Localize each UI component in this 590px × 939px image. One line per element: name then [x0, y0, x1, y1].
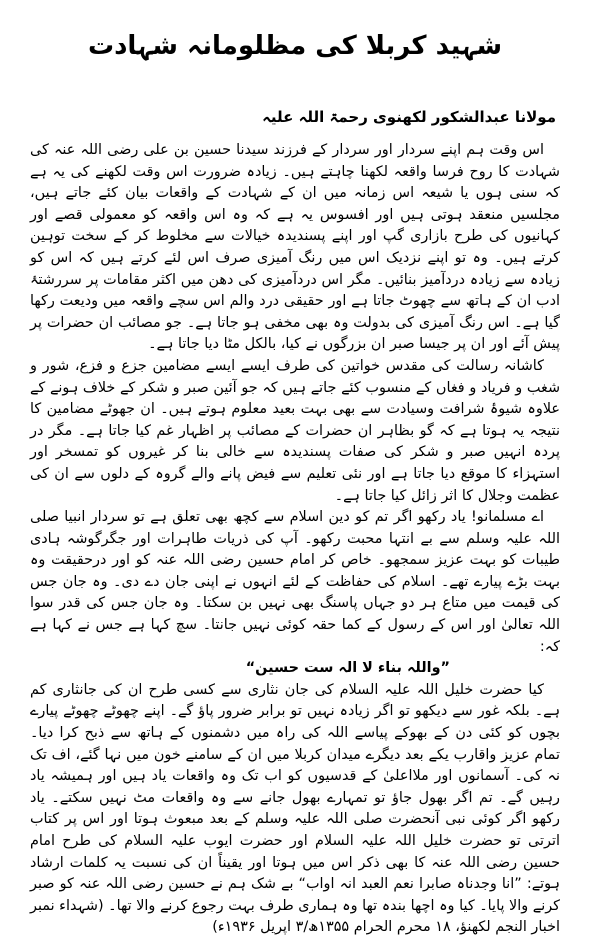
article-title: شہید کربلا کی مظلومانہ شہادت [87, 31, 503, 61]
verse-quote: ”واللہ بناء لا الہ ست حسین“ [245, 660, 450, 677]
paragraph-3: اے مسلمانو! یاد رکھو اگر تم کو دین اسلام سے کچھ بھی تعلق ہے تو سردار انبیا صلی اللہ علیہ وسلم سے بے انتہا محبت رکھو۔ آپ کی ذریات طاہرات اور جگرگوشہ ہادی طیبات کو بہت عزیز سمجھو۔ خاص کر امام حسین رضی اللہ عنہ کو اور درحقیقت وہ بہت بڑے پیارے تھے۔ اسلام کی حفاظت کے لئے انہوں نے اپنی جان دے دی۔ وہ جان جس کی قیمت میں متاع ہر دو جہاں پاسنگ بھی نہیں بن سکتا۔ وہ جان جس کی قدر سوا اللہ تعالیٰ اور اس کے رسول کے کما حقہ کوئی نہیں جانتا۔ سچ کہا ہے جس نے کہا ہے کہ: [30, 509, 560, 655]
paragraph-1: اس وقت ہم اپنے سردار اور سردار کے فرزند سیدنا حسین بن علی رضی اللہ عنہ کی شہادت کا روح فرسا واقعہ لکھنا چاہتے ہیں۔ زیادہ ضرورت اس وقت لکھنے کی یہ ہے کہ سنی ہوں یا شیعہ اس زمانہ میں ان کے شہادت کے واقعات بیان کئے جاتے ہیں، مجلسیں منعقد ہوتی ہیں اور افسوس یہ ہے کہ وہ اس واقعہ کو معمولی قصے اور کہانیوں کی طرح بازاری گپ اور اپنے پسندیدہ خیالات سے مخلوط کر کے سخت توہین کرتے ہیں۔ وہ تو اپنے نزدیک اس میں رنگ آمیزی صرف اس لئے کرتے ہیں کہ اس کو زیادہ سے زیادہ دردآمیز بنائیں۔ مگر اس دردآمیزی کی دھن میں اکثر مقامات پر سررشتۂ ادب ان کے ہاتھ سے چھوٹ جاتا ہے اور حقیقی درد والم اس سچے واقعہ میں ودیعت رکھا گیا ہے۔ اس رنگ آمیزی کی بدولت وہ بھی مخفی ہو جاتا ہے۔ جو مصائب ان حضرات پر پیش آئے اور ان پر جیسا صبر ان بزرگوں نے کیا، بالکل مٹا دیا جاتا ہے۔ [30, 142, 560, 353]
article-body [30, 140, 560, 939]
paragraph-2: کاشانہ رسالت کی مقدس خواتین کی طرف ایسے ایسے مضامین جزع و فزع، شور و شغب و فریاد و فغاں کے منسوب کئے جاتے ہیں کہ جو آئین صبر و شکر کے خلاف ہونے کے علاوہ شیوۂ شرافت وسیادت سے بھی بہت بعید معلوم ہوتے ہیں۔ ان جھوٹے مضامین کا نتیجہ یہ ہوتا ہے کہ گو بظاہر ان حضرات کے مصائب پر اظہار غم کیا جاتا ہے۔ مگر در پردہ انہیں صبر و شکر کی صفات پسندیدہ سے خالی بنا کر غیروں کو تمسخر اور استہزاء کا موقع دیا جاتا ہے اور نئی تعلیم سے فیض پانے والے گروہ کے دلوں سے ان کی عظمت وجلال کا اثر زائل کیا جاتا ہے۔ [30, 357, 560, 504]
author-name: مولانا عبدالشکور لکھنوی رحمۃ اللہ علیہ [262, 108, 556, 126]
paragraph-4: کیا حضرت خلیل اللہ علیہ السلام کی جان نثاری سے کسی طرح ان کی جانثاری کم ہے۔ بلکہ غور سے دیکھو تو اگر زیادہ نہیں تو برابر ضرور پاؤ گے۔ اپنے چھوٹے چھوٹے پیارے بچوں کو کئی دن کے بھوکے پیاسے اللہ کی راہ میں دشمنوں کے ہاتھ سے ذبح کرا دیا۔ تمام عزیز واقارب یکے بعد دیگرے میدان کربلا میں ان کے سامنے خون میں نہا گئے، اف تک نہ کی۔ آسمانوں اور ملااعلیٰ کے قدسیوں کو اب تک وہ واقعات یاد ہیں اور ہمیشہ یاد رہیں گے۔ تم اگر بھول جاؤ تو تمہارے بھول جانے سے وہ واقعات مٹ نہیں سکتے۔ یاد رکھو اگر کوئی نبی آنحضرت صلی اللہ علیہ وسلم کے بعد مبعوث ہوتا اور اس پر کتاب اترتی تو حضرت خلیل اللہ علیہ السلام اور حضرت ایوب علیہ السلام کی طرح امام حسین رضی اللہ عنہ کا بھی ذکر اس میں ہوتا اور یقیناً ان کی نسبت یہ کلمات ارشاد ہوتے: ”انا وجدناہ صابرا نعم العبد انہ اواب“ بے شک ہم نے حسین رضی اللہ عنہ کو صبر کرنے والا پایا۔ کیا وہ اچھا بندہ تھا وہ ہماری طرف بہت رجوع کرنے والا تھا۔ (شہداء نمبر اخبار النجم لکھنؤ، ۱۸ محرم الحرام ۱۳۵۵ھ/۳ اپریل ۱۹۳۶ء) [30, 681, 560, 936]
